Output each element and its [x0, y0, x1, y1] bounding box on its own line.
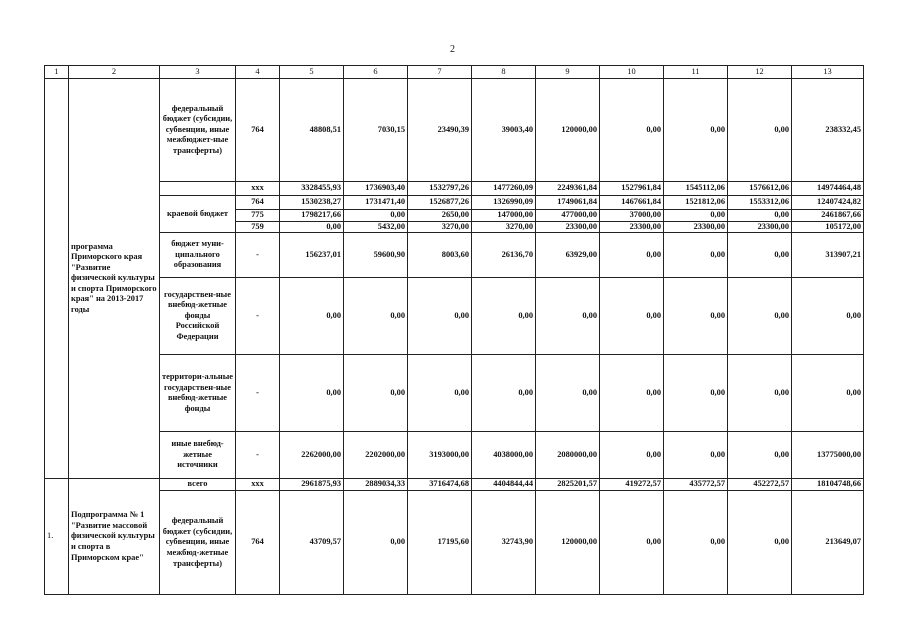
subprogram-name-cell: Подпрограмма № 1 "Развитие массовой физической культуры и спорта в Приморском крае"	[69, 479, 160, 595]
program-code-cell: 764	[236, 196, 280, 210]
program-value-cell: 23300,00	[600, 221, 664, 233]
program-value-cell: 0,00	[536, 278, 600, 355]
program-value-cell: 0,00	[472, 355, 536, 432]
program-value-cell: 1798217,66	[280, 210, 344, 222]
program-value-cell: 37000,00	[600, 210, 664, 222]
subprogram-value-cell: 18104748,66	[792, 479, 864, 491]
program-value-cell: 0,00	[664, 210, 728, 222]
program-value-cell: 4038000,00	[472, 432, 536, 479]
program-value-cell: 0,00	[600, 278, 664, 355]
funding-source-cell: федеральный бюджет (субсидии, субвенции, иные межбюджет-ные трансферты)	[160, 79, 236, 182]
program-value-cell: 3270,00	[472, 221, 536, 233]
program-value-cell: 1467661,84	[600, 196, 664, 210]
program-value-cell: 147000,00	[472, 210, 536, 222]
header-cell-8: 8	[472, 66, 536, 79]
program-value-cell: 7030,15	[344, 79, 408, 182]
subprogram-value-cell: 0,00	[664, 491, 728, 595]
program-value-cell: 1530238,27	[280, 196, 344, 210]
funding-source-cell	[160, 182, 236, 196]
subprogram-value-cell: 4404844,44	[472, 479, 536, 491]
program-value-cell: 1527961,84	[600, 182, 664, 196]
program-code-cell: -	[236, 278, 280, 355]
header-cell-2: 2	[69, 66, 160, 79]
program-value-cell: 3328455,93	[280, 182, 344, 196]
subprogram-index-cell: 1.	[45, 479, 69, 595]
program-value-cell: 0,00	[344, 278, 408, 355]
program-value-cell: 0,00	[728, 233, 792, 278]
header-cell-9: 9	[536, 66, 600, 79]
header-cell-5: 5	[280, 66, 344, 79]
program-value-cell: 23300,00	[664, 221, 728, 233]
program-value-cell: 39003,40	[472, 79, 536, 182]
program-value-cell: 59600,90	[344, 233, 408, 278]
program-value-cell: 1749061,84	[536, 196, 600, 210]
program-value-cell: 2080000,00	[536, 432, 600, 479]
program-value-cell: 477000,00	[536, 210, 600, 222]
program-value-cell: 5432,00	[344, 221, 408, 233]
header-cell-10: 10	[600, 66, 664, 79]
program-code-cell: ххх	[236, 182, 280, 196]
program-value-cell: 1545112,06	[664, 182, 728, 196]
subprogram-value-cell: 43709,57	[280, 491, 344, 595]
program-value-cell: 0,00	[600, 432, 664, 479]
header-cell-1: 1	[45, 66, 69, 79]
program-value-cell: 238332,45	[792, 79, 864, 182]
subprogram-row	[45, 479, 864, 491]
program-value-cell: 3270,00	[408, 221, 472, 233]
funding-source-cell: бюджет муни-ципального образования	[160, 233, 236, 278]
program-value-cell: 2249361,84	[536, 182, 600, 196]
program-row	[45, 79, 864, 182]
subprogram-value-cell: 0,00	[600, 491, 664, 595]
program-value-cell: 2262000,00	[280, 432, 344, 479]
subprogram-value-cell: 17195,60	[408, 491, 472, 595]
program-value-cell: 0,00	[728, 79, 792, 182]
program-value-cell: 0,00	[728, 432, 792, 479]
funding-source-cell: иные внебюд-жетные источники	[160, 432, 236, 479]
program-name-cell: программа Приморского края "Развитие физической культуры и спорта Приморского края" на 2013-2017 годы	[69, 79, 160, 479]
program-value-cell: 13775000,00	[792, 432, 864, 479]
subprogram-value-cell: 2825201,57	[536, 479, 600, 491]
program-value-cell: 12407424,82	[792, 196, 864, 210]
program-row	[45, 196, 864, 210]
program-value-cell: 1326990,09	[472, 196, 536, 210]
program-code-cell: -	[236, 355, 280, 432]
subprogram-value-cell: 435772,57	[664, 479, 728, 491]
program-value-cell: 0,00	[344, 210, 408, 222]
subprogram-value-cell: 2961875,93	[280, 479, 344, 491]
program-value-cell: 1731471,40	[344, 196, 408, 210]
program-value-cell: 0,00	[792, 278, 864, 355]
program-value-cell: 105172,00	[792, 221, 864, 233]
program-row	[45, 233, 864, 278]
program-value-cell: 2202000,00	[344, 432, 408, 479]
program-value-cell: 0,00	[280, 278, 344, 355]
program-value-cell: 0,00	[408, 355, 472, 432]
program-value-cell: 0,00	[280, 221, 344, 233]
program-code-cell: -	[236, 432, 280, 479]
program-value-cell: 0,00	[536, 355, 600, 432]
subprogram-source-cell: федеральный бюджет (субсидии, субвенции, иные межбюд-жетные трансферты)	[160, 491, 236, 595]
subprogram-source-cell: всего	[160, 479, 236, 491]
subprogram-value-cell: 2889034,33	[344, 479, 408, 491]
program-value-cell: 23300,00	[536, 221, 600, 233]
program-value-cell: 0,00	[728, 210, 792, 222]
program-value-cell: 0,00	[408, 278, 472, 355]
program-value-cell: 156237,01	[280, 233, 344, 278]
program-value-cell: 1532797,26	[408, 182, 472, 196]
program-code-cell: 775	[236, 210, 280, 222]
subprogram-row	[45, 491, 864, 595]
header-cell-12: 12	[728, 66, 792, 79]
program-value-cell: 0,00	[472, 278, 536, 355]
program-value-cell: 0,00	[728, 278, 792, 355]
program-value-cell: 0,00	[600, 79, 664, 182]
program-code-cell: 759	[236, 221, 280, 233]
header-cell-7: 7	[408, 66, 472, 79]
program-value-cell: 0,00	[664, 278, 728, 355]
header-cell-6: 6	[344, 66, 408, 79]
header-row	[45, 66, 864, 79]
program-value-cell: 0,00	[280, 355, 344, 432]
page-number: 2	[450, 44, 455, 55]
program-value-cell: 120000,00	[536, 79, 600, 182]
program-value-cell: 1526877,26	[408, 196, 472, 210]
subprogram-value-cell: 120000,00	[536, 491, 600, 595]
funding-source-cell: государствен-ные внебюд-жетные фонды Российской Федерации	[160, 278, 236, 355]
subprogram-code-cell: ххх	[236, 479, 280, 491]
program-index-cell	[45, 79, 69, 479]
header-cell-4: 4	[236, 66, 280, 79]
program-value-cell: 0,00	[664, 432, 728, 479]
program-value-cell: 63929,00	[536, 233, 600, 278]
program-value-cell: 0,00	[664, 233, 728, 278]
program-value-cell: 1521812,06	[664, 196, 728, 210]
program-value-cell: 8003,60	[408, 233, 472, 278]
program-value-cell: 1736903,40	[344, 182, 408, 196]
program-value-cell: 14974464,48	[792, 182, 864, 196]
program-value-cell: 0,00	[344, 355, 408, 432]
program-value-cell: 23300,00	[728, 221, 792, 233]
subprogram-value-cell: 0,00	[344, 491, 408, 595]
program-value-cell: 0,00	[728, 355, 792, 432]
program-value-cell: 23490,39	[408, 79, 472, 182]
program-value-cell: 48808,51	[280, 79, 344, 182]
header-cell-3: 3	[160, 66, 236, 79]
subprogram-value-cell: 213649,07	[792, 491, 864, 595]
program-row	[45, 278, 864, 355]
budget-table	[44, 65, 864, 595]
subprogram-value-cell: 32743,90	[472, 491, 536, 595]
program-value-cell: 0,00	[792, 355, 864, 432]
program-value-cell: 3193000,00	[408, 432, 472, 479]
subprogram-value-cell: 452272,57	[728, 479, 792, 491]
program-value-cell: 0,00	[664, 79, 728, 182]
program-value-cell: 0,00	[664, 355, 728, 432]
header-cell-13: 13	[792, 66, 864, 79]
program-code-cell: -	[236, 233, 280, 278]
program-value-cell: 0,00	[600, 233, 664, 278]
subprogram-value-cell: 419272,57	[600, 479, 664, 491]
program-value-cell: 1553312,06	[728, 196, 792, 210]
funding-source-cell: территори-альные государствен-ные внебюд-жетные фонды	[160, 355, 236, 432]
subprogram-code-cell: 764	[236, 491, 280, 595]
funding-source-cell: краевой бюджет	[160, 196, 236, 233]
subprogram-value-cell: 0,00	[728, 491, 792, 595]
program-value-cell: 1576612,06	[728, 182, 792, 196]
header-cell-11: 11	[664, 66, 728, 79]
program-value-cell: 2650,00	[408, 210, 472, 222]
program-row	[45, 355, 864, 432]
program-value-cell: 313907,21	[792, 233, 864, 278]
program-value-cell: 26136,70	[472, 233, 536, 278]
program-value-cell: 2461867,66	[792, 210, 864, 222]
program-code-cell: 764	[236, 79, 280, 182]
program-value-cell: 1477260,09	[472, 182, 536, 196]
program-value-cell: 0,00	[600, 355, 664, 432]
program-row	[45, 182, 864, 196]
program-row	[45, 432, 864, 479]
subprogram-value-cell: 3716474,68	[408, 479, 472, 491]
